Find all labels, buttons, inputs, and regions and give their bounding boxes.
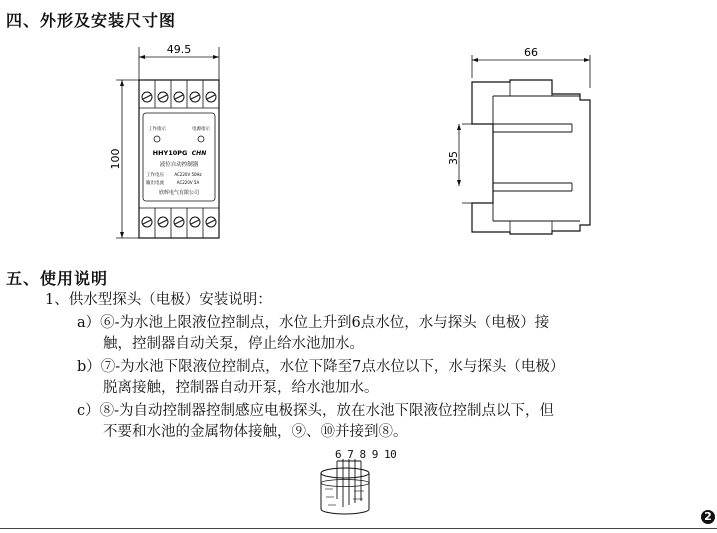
power-indicator-led xyxy=(198,136,204,142)
brand-logo: CHN xyxy=(191,150,207,157)
instruction-c-line1: c）⑧-为自动控制器控制感应电极探头，放在水池下限液位控制点以下，但 xyxy=(77,403,555,419)
page-number: 2 xyxy=(701,510,715,524)
front-height-dimension: 100 xyxy=(109,148,122,170)
instruction-item-1: 1、供水型探头（电极）安装说明： xyxy=(45,292,272,308)
section-4-heading: 四、外形及安装尺寸图 xyxy=(6,11,177,30)
spec1-label: 工作电压 xyxy=(146,173,164,178)
work-indicator-label: 工作指示 xyxy=(148,127,166,132)
spec2-value: AC220V 5A xyxy=(176,180,200,185)
side-height-dimension: 35 xyxy=(447,151,460,165)
probe-number-labels: 6 7 8 9 10 xyxy=(335,448,397,461)
instruction-b-line1: b）⑦-为水池下限液位控制点，水位下降至7点水位以下，水与探头（电极） xyxy=(77,359,565,375)
device-model: HHY10PG xyxy=(152,149,188,157)
front-width-dimension: 49.5 xyxy=(166,43,192,56)
product-name: 液位自动控制器 xyxy=(159,162,199,168)
instruction-a-line1: a）⑥-为水池上限液位控制点，水位上升到6点水位，水与探头（电极）接 xyxy=(77,315,550,331)
section-5-heading: 五、使用说明 xyxy=(6,269,109,288)
front-view xyxy=(109,43,219,238)
instruction-b-line2: 脱离接触，控制器自动开泵，给水池加水。 xyxy=(103,380,379,396)
work-indicator-led xyxy=(154,136,160,142)
power-indicator-label: 电源指示 xyxy=(192,127,210,132)
spec2-label: 输出电流 xyxy=(146,181,164,186)
water-tank-figure xyxy=(310,455,380,520)
instruction-a-line2: 触，控制器自动关泵，停止给水池加水。 xyxy=(103,336,364,352)
side-view xyxy=(447,46,590,234)
spec1-value: AC220V 50Hz xyxy=(174,172,202,177)
dimension-drawings xyxy=(0,0,717,260)
instruction-c-line2: 不要和水池的金属物体接触，⑨、⑩并接到⑧。 xyxy=(103,424,408,440)
footer-divider xyxy=(0,528,717,529)
side-width-dimension: 66 xyxy=(524,46,538,59)
company-name: 欣辉电气有限公司 xyxy=(158,190,200,196)
